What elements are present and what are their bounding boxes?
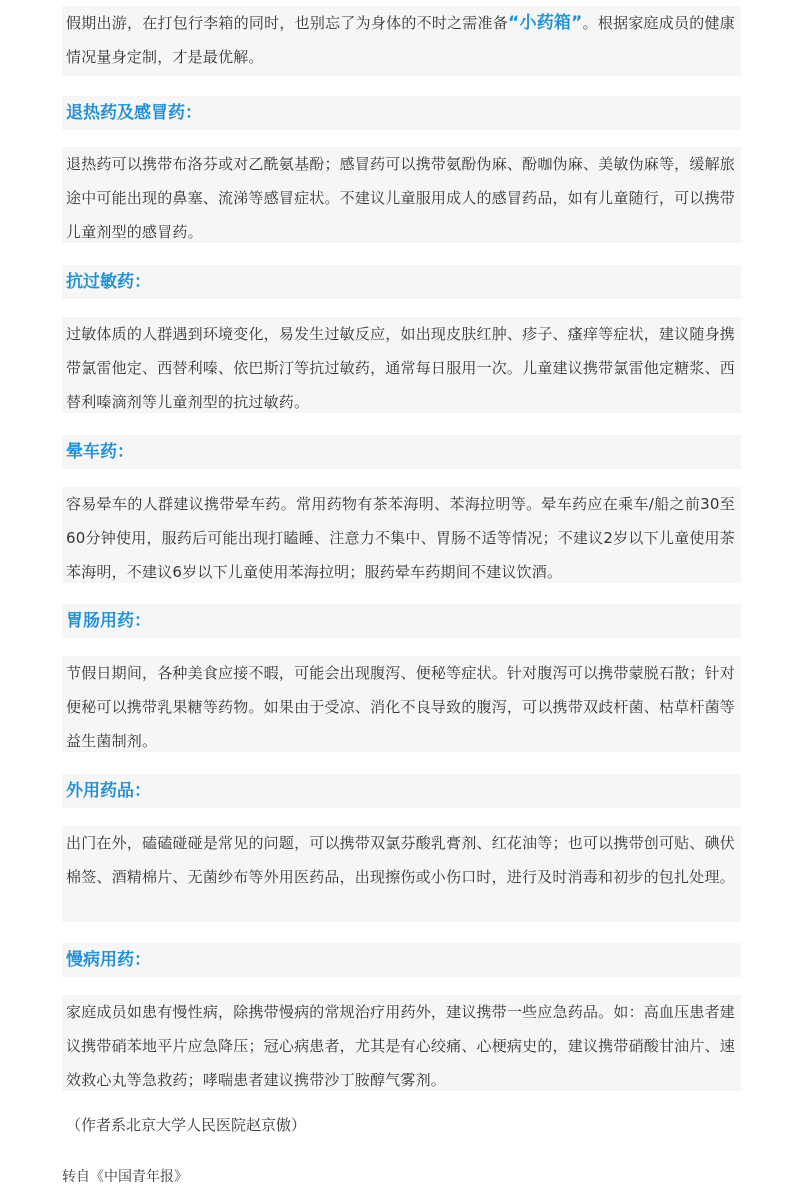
- section-heading-antiallergy: 抗过敏药：: [62, 265, 741, 299]
- intro-highlight: “小药箱”: [508, 13, 583, 33]
- section-heading-gastrointestinal: 胃肠用药：: [62, 604, 741, 638]
- intro-paragraph: [62, 6, 741, 76]
- section-body-fever-cold: 退热药可以携带布洛芬或对乙酰氨基酚；感冒药可以携带氨酚伪麻、酚咖伪麻、美敏伪麻等，缓解旅途中可能出现的鼻塞、流涕等感冒症状。不建议儿童服用成人的感冒药品，如有儿童随行，可以携带儿童剂型的感冒药。: [62, 147, 741, 243]
- intro-text-before: 假期出游，在打包行李箱的同时，也别忘了为身体的不时之需准备: [66, 14, 509, 32]
- section-heading-fever-cold: 退热药及感冒药：: [62, 96, 741, 130]
- section-body-antiallergy: 过敏体质的人群遇到环境变化，易发生过敏反应，如出现皮肤红肿、疹子、瘙痒等症状，建议随身携带氯雷他定、西替利嗪、依巴斯汀等抗过敏药，通常每日服用一次。儿童建议携带氯雷他定糖浆、西替利嗪滴剂等儿童剂型的抗过敏药。: [62, 317, 741, 413]
- source-note: 转自《中国青年报》: [62, 1169, 188, 1185]
- section-body-gastrointestinal: 节假日期间，各种美食应接不暇，可能会出现腹泻、便秘等症状。针对腹泻可以携带蒙脱石散；针对便秘可以携带乳果糖等药物。如果由于受凉、消化不良导致的腹泻，可以携带双歧杆菌、枯草杆菌等益生菌制剂。: [62, 656, 741, 752]
- section-heading-external: 外用药品：: [62, 774, 741, 808]
- intro-text-after: 。根据家庭成员的健康情况量身定制，才是最优解。: [66, 14, 735, 66]
- section-heading-chronic: 慢病用药：: [62, 943, 741, 977]
- section-body-motion-sickness: 容易晕车的人群建议携带晕车药。常用药物有茶苯海明、苯海拉明等。晕车药应在乘车/船之前30至60分钟使用，服药后可能出现打瞌睡、注意力不集中、胃肠不适等情况；不建议2岁以下儿童使用茶苯海明，不建议6岁以下儿童使用苯海拉明；服药晕车药期间不建议饮酒。: [62, 487, 741, 583]
- section-body-chronic: 家庭成员如患有慢性病，除携带慢病的常规治疗用药外，建议携带一些应急药品。如：高血压患者建议携带硝苯地平片应急降压；冠心病患者，尤其是有心绞痛、心梗病史的，建议携带硝酸甘油片、速效救心丸等急救药；哮喘患者建议携带沙丁胺醇气雾剂。: [62, 995, 741, 1091]
- section-body-external: 出门在外，磕磕碰碰是常见的问题，可以携带双氯芬酸乳膏剂、红花油等；也可以携带创可贴、碘伏棉签、酒精棉片、无菌纱布等外用医药品，出现擦伤或小伤口时，进行及时消毒和初步的包扎处理。: [62, 826, 741, 922]
- section-heading-motion-sickness: 晕车药：: [62, 435, 741, 469]
- author-note: （作者系北京大学人民医院赵京傲）: [66, 1116, 307, 1134]
